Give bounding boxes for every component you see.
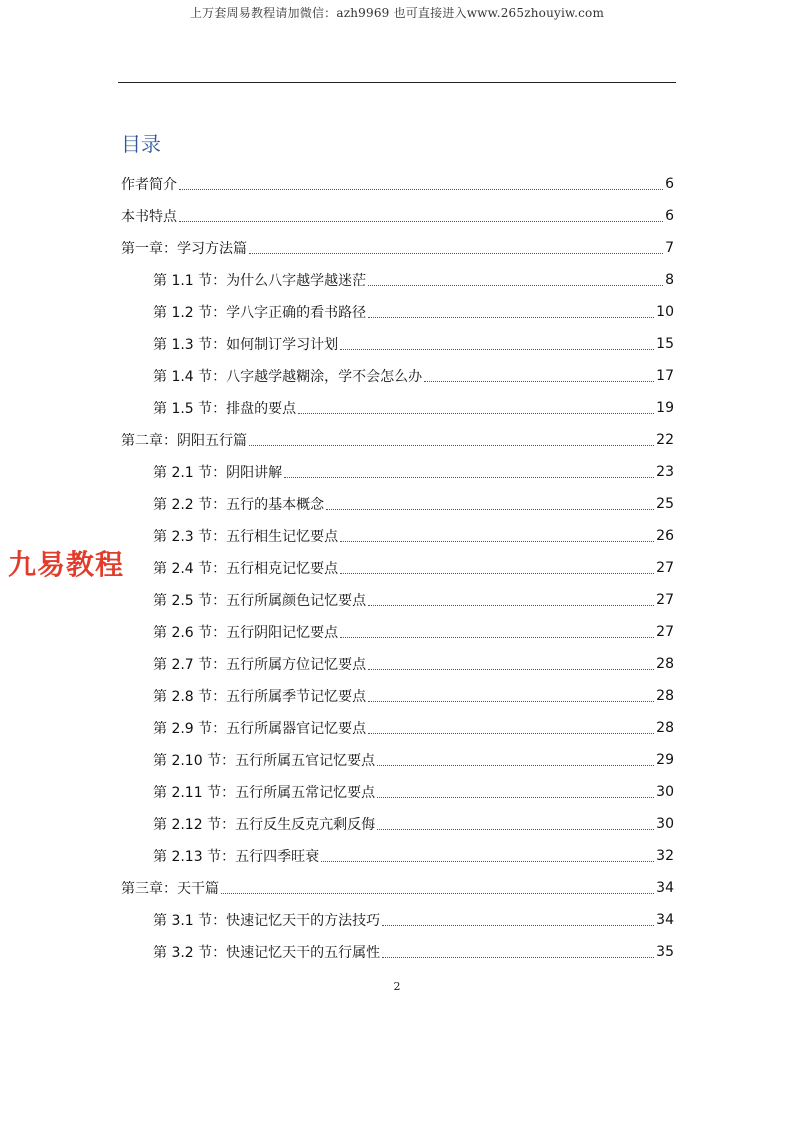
toc-dot-leader: [382, 956, 654, 958]
toc-dot-leader: [326, 508, 654, 510]
toc-entry[interactable]: [121, 232, 674, 264]
toc-entry[interactable]: [153, 264, 674, 296]
page-header-text: 上万套周易教程请加微信：azh9969 也可直接进入www.265zhouyiw.com: [189, 6, 605, 20]
toc-entry-page: 10: [656, 304, 674, 320]
toc-entry-label: 第 2.13 节：五行四季旺衰: [153, 849, 320, 865]
toc-entry-page: 25: [656, 496, 674, 512]
toc-entry-page: 28: [656, 656, 674, 672]
toc-entry-label: 第 2.5 节：五行所属颜色记忆要点: [153, 593, 367, 609]
toc-dot-leader: [368, 700, 654, 702]
toc-entry-label: 第 2.11 节：五行所属五常记忆要点: [153, 785, 376, 801]
toc-dot-leader: [298, 412, 654, 414]
toc-entry-page: 29: [656, 752, 674, 768]
header-divider: [118, 82, 676, 83]
toc-dot-leader: [340, 572, 654, 574]
toc-entry-label: 第 1.5 节：排盘的要点: [153, 401, 297, 417]
toc-entry-label: 第 3.1 节：快速记忆天干的方法技巧: [153, 913, 381, 929]
toc-entry[interactable]: [153, 552, 674, 584]
toc-entry-page: 6: [665, 208, 674, 224]
toc-dot-leader: [377, 764, 654, 766]
toc-entry[interactable]: [153, 296, 674, 328]
toc-entry-page: 17: [656, 368, 674, 384]
toc-entry-label: 第 2.12 节：五行反生反克亢剩反侮: [153, 817, 376, 833]
toc-entry[interactable]: [153, 680, 674, 712]
toc-entry-label: 第 1.4 节：八字越学越糊涂，学不会怎么办: [153, 369, 423, 385]
toc-entry-page: 35: [656, 944, 674, 960]
toc-entry-label: 第 2.9 节：五行所属器官记忆要点: [153, 721, 367, 737]
toc-entry-label: 第 2.8 节：五行所属季节记忆要点: [153, 689, 367, 705]
toc-entry-label: 第 2.4 节：五行相克记忆要点: [153, 561, 339, 577]
toc-entry-page: 32: [656, 848, 674, 864]
toc-entry-page: 28: [656, 688, 674, 704]
toc-entry-label: 第二章：阴阳五行篇: [121, 433, 247, 449]
toc-dot-leader: [377, 828, 654, 830]
toc-entry-label: 第 1.3 节：如何制订学习计划: [153, 337, 339, 353]
toc-dot-leader: [284, 476, 654, 478]
toc-entry-page: 26: [656, 528, 674, 544]
toc-dot-leader: [368, 316, 654, 318]
toc-entry[interactable]: [153, 584, 674, 616]
toc-entry-page: 15: [656, 336, 674, 352]
page-number: 2: [393, 980, 401, 993]
toc-entry-page: 34: [656, 880, 674, 896]
toc-dot-leader: [340, 348, 654, 350]
toc-dot-leader: [382, 924, 654, 926]
toc-dot-leader: [424, 380, 654, 382]
toc-entry[interactable]: [153, 808, 674, 840]
toc-entry-label: 第 1.1 节：为什么八字越学越迷茫: [153, 273, 367, 289]
toc-dot-leader: [340, 540, 654, 542]
toc-entry-page: 8: [665, 272, 674, 288]
toc-entry-page: 27: [656, 624, 674, 640]
toc-dot-leader: [321, 860, 654, 862]
toc-entry-label: 第 2.3 节：五行相生记忆要点: [153, 529, 339, 545]
toc-entry-label: 作者简介: [121, 177, 177, 193]
toc-dot-leader: [249, 252, 663, 254]
toc-entry-label: 第三章：天干篇: [121, 881, 219, 897]
toc-dot-leader: [179, 220, 663, 222]
toc-entry-page: 23: [656, 464, 674, 480]
toc-entry[interactable]: [153, 744, 674, 776]
toc-entry-page: 22: [656, 432, 674, 448]
toc-dot-leader: [249, 444, 654, 446]
toc-entry-label: 本书特点: [121, 209, 177, 225]
toc-entry-page: 19: [656, 400, 674, 416]
toc-dot-leader: [368, 604, 654, 606]
toc-entry[interactable]: [153, 328, 674, 360]
toc-entry-label: 第 2.1 节：阴阳讲解: [153, 465, 283, 481]
toc-entry-label: 第 2.10 节：五行所属五官记忆要点: [153, 753, 376, 769]
toc-title: 目录: [121, 132, 161, 156]
toc-entry-label: 第 2.2 节：五行的基本概念: [153, 497, 325, 513]
toc-entry-label: 第一章：学习方法篇: [121, 241, 247, 257]
toc-dot-leader: [377, 796, 654, 798]
toc-entry[interactable]: [153, 360, 674, 392]
toc-entry[interactable]: [153, 904, 674, 936]
toc-entry-page: 28: [656, 720, 674, 736]
toc-entry[interactable]: [153, 840, 674, 872]
toc-entry[interactable]: [121, 424, 674, 456]
toc-dot-leader: [179, 188, 663, 190]
toc-entry[interactable]: [153, 456, 674, 488]
toc-entry[interactable]: [153, 392, 674, 424]
toc-entry[interactable]: [153, 616, 674, 648]
toc-dot-leader: [368, 732, 654, 734]
toc-dot-leader: [221, 892, 654, 894]
toc-entry[interactable]: [121, 168, 674, 200]
toc-entry-page: 34: [656, 912, 674, 928]
toc-entry[interactable]: [121, 872, 674, 904]
toc-entry[interactable]: [153, 712, 674, 744]
toc-entry-page: 27: [656, 560, 674, 576]
toc-entry-page: 30: [656, 816, 674, 832]
toc-entry[interactable]: [153, 520, 674, 552]
toc-entry[interactable]: [121, 200, 674, 232]
toc-entry-label: 第 3.2 节：快速记忆天干的五行属性: [153, 945, 381, 961]
toc-entry[interactable]: [153, 936, 674, 968]
toc-entry[interactable]: [153, 648, 674, 680]
toc-entry-label: 第 2.7 节：五行所属方位记忆要点: [153, 657, 367, 673]
toc-entry-label: 第 1.2 节：学八字正确的看书路径: [153, 305, 367, 321]
toc-entry[interactable]: [153, 776, 674, 808]
toc-entry-page: 7: [665, 240, 674, 256]
toc-dot-leader: [340, 636, 654, 638]
toc-entry-label: 第 2.6 节：五行阴阳记忆要点: [153, 625, 339, 641]
toc-dot-leader: [368, 668, 654, 670]
toc-entry[interactable]: [153, 488, 674, 520]
toc-entry-page: 27: [656, 592, 674, 608]
toc-dot-leader: [368, 284, 663, 286]
watermark-logo: 九易教程: [8, 548, 125, 581]
toc-entry-page: 6: [665, 176, 674, 192]
toc-entry-page: 30: [656, 784, 674, 800]
